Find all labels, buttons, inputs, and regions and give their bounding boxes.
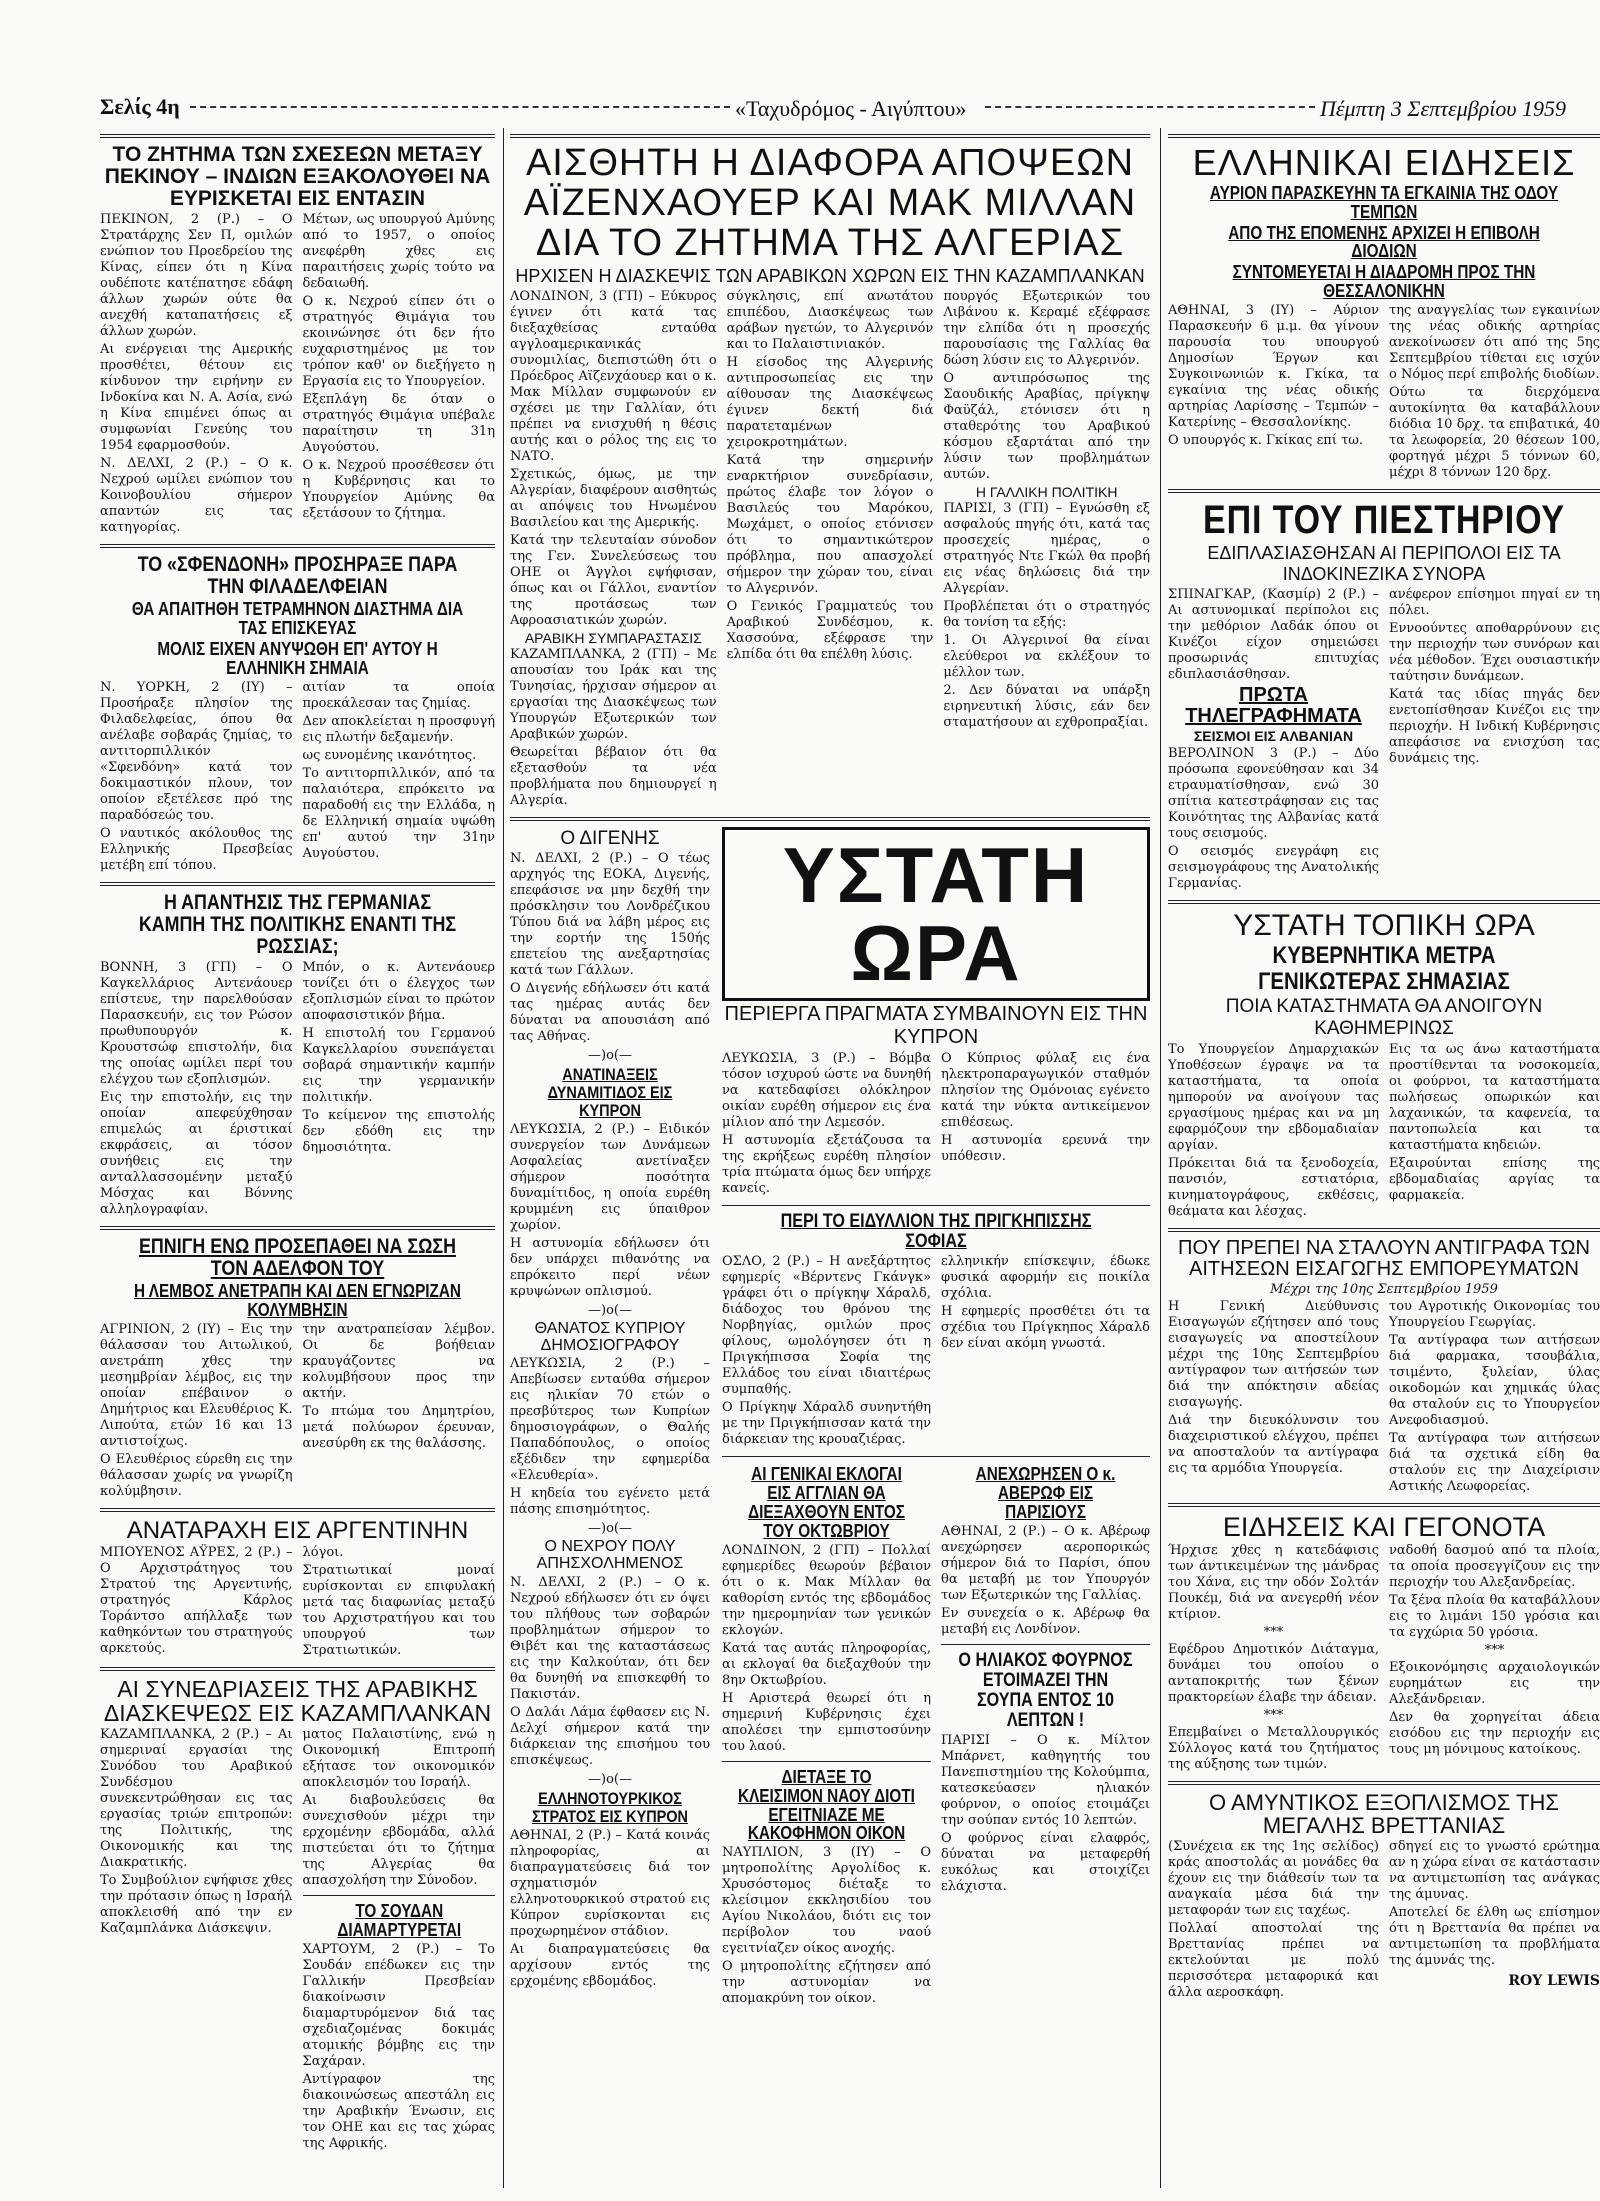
ornament: —)o(— <box>588 1521 632 1537</box>
issue-date: Πέμπτη 3 Σεπτεμβρίου 1959 <box>1320 96 1566 121</box>
divider <box>100 544 495 548</box>
paper-name: «Ταχυδρόμος - Αιγύπτου» <box>735 96 967 121</box>
paragraph: Ν. ΔΕΛΧΙ, 2 (Ρ.) – Ο κ. Νεχρού ωμίλει ενώπιον του Κοινοβουλίου σήμερον απαντών εις τας κατηγορίας. <box>100 456 293 536</box>
paragraph: ΜΠΟΥΕΝΟΣ ΑΫΡΕΣ, 2 (Ρ.) – Ο Αρχιστράτηγος του Στρατού της Αργεντινής, στρατηγός Κάρλος Τοράντσο απήλλαξε των καθηκόντων του στρατηγούς αρκετούς. <box>100 1545 293 1656</box>
article-germany <box>100 960 495 1220</box>
article-princess-sofia <box>722 1254 1150 1450</box>
paragraph: Διά την διευκόλυνσιν του διαχειριστικού ελέγχου, πρέπει να αποσταλούν τα αντίγραφα εις τα αρμόδια Υπουργεία. <box>1168 1412 1379 1476</box>
paragraph: Θεωρείται βέβαιον ότι θα εξετασθούν τα νέα προβλήματα που δημιουργεί η Αλγερία. <box>510 745 717 809</box>
paragraph: ΛΕΥΚΩΣΙΑ, 3 (Ρ.) – Βόμβα τόσον ισχυρού ώστε να δυνηθή να κατεδαφίσει ολόκληρον οικίαν ευρέθη σήμερον εις ένα μίλιον από την Λεμεσόν. <box>722 1051 931 1131</box>
paragraph: Αντίγραφον της διακοινώσεως απεστάλη εις την Αραβικήν Ένωσιν, εις τον ΟΗΕ και εις τας χώρας της Αφρικής. <box>302 2072 495 2152</box>
paragraph: Ο μητροπολίτης εζήτησεν από την αστυνομίαν να απομακρύνη τον οίκον. <box>722 1959 931 2007</box>
paragraph: Η Γενική Διεύθυνσις Εισαγωγών εζήτησεν από τους εισαγωγείς να αποστείλουν μέχρι της 10ης Σεπτεμβρίου αντίγραφον των αιτήσεών των διά την απόκτησιν αδείας εισαγωγής. <box>1168 1298 1379 1410</box>
paragraph: Ο Κύπριος φύλαξ εις ένα ηλεκτροπαραγωγικόν σταθμόν πλησίον της Ομόνοιας εγένετο κατά την νύκτα αντικείμενον επιθέσεως. <box>941 1051 1150 1131</box>
subhead-albania-quakes: ΣΕΙΣΜΟΙ ΕΙΣ ΑΛΒΑΝΙΑΝ <box>1193 728 1354 745</box>
divider <box>722 1205 1150 1206</box>
paragraph: Ν. ΔΕΛΧΙ, 2 (Ρ.) – Ο κ. Νεχρού εδήλωσεν ότι εν όψει του πλήθους των σοβαρών προβλημάτων σήμερον το Θιβέτ και της καταστάσεως εις την Καλκούταν, ότι δεν θα δυνηθή να επισκεφθή το Πακιστάν. <box>510 1575 710 1703</box>
headline-uk-elections: ΑΙ ΓΕΝΙΚΑΙ ΕΚΛΟΓΑΙ ΕΙΣ ΑΓΓΛΙΑΝ ΘΑ ΔΙΕΞΑΧΘΟΥΝ ΕΝΤΟΣ ΤΟΥ ΟΚΤΩΒΡΙΟΥ <box>748 1464 905 1541</box>
paragraph: Τα αντίγραφα των αιτήσεων διά φαρμακα, τσουβάλια, τσιμέντο, ξυλείαν, ύλας οικοδομών και χημικάς ύλας θα σταλούν εις το Υπουργείον Ανεφοδιασμού. <box>1389 1332 1600 1428</box>
paragraph: Μέτων, ως υπουργού Αμύνης από το 1957, ο οποίος ανεφέρθη χθες εις παραιτήσεις χωρίς τούτο να δεδαιωθή. <box>302 212 495 292</box>
divider <box>722 1761 931 1762</box>
divider <box>1168 134 1600 138</box>
paragraph: ΠΑΡΙΣΙ – Ο κ. Μίλτον Μπάρνετ, καθηγητής του Πανεπιστημίου της Κολούμπια, κατεσκεύασεν ηλιακόν φούρνον, ο οποίος ετοιμάζει την σούπαν εντός 10 λεπτών. <box>941 1732 1150 1828</box>
paragraph: Τα ξένα πλοία θα καταβάλλουν εις το λιμάνι 150 γρόσια και τα εγχώρια 50 γρόσια. <box>1389 1593 1600 1641</box>
paragraph: Εξοικονόμησις αρχαιολογικών ευρημάτων εις την Αλεξάνδρειαν. <box>1389 1660 1600 1708</box>
subhead-tempi-3: ΣΥΝΤΟΜΕΥΕΤΑΙ Η ΔΙΑΔΡΟΜΗ ΠΡΟΣ ΤΗΝ ΘΕΣΣΑΛΟΝΙΚΗΝ <box>1232 262 1536 302</box>
paragraph: ΧΑΡΤΟΥΜ, 2 (Ρ.) – Το Σουδάν επέδωκεν εις την Γαλλικήν Πρεσβείαν διακοίνωσιν διαμαρτυρόμενον διά τας σχεδιαζομένας δοκιμάς ατομικής βόμβης εις την Σαχάραν. <box>302 1942 495 2070</box>
paragraph: Ν. ΥΟΡΚΗ, 2 (ΙΥ) – Προσήραξε πλησίον της Φιλαδελφείας, όπου θα ανέλαβε σοβαράς ζημίας, το αντιτορπιλλικόν «Σφενδόνη» κατά τον δοκιμαστικόν πλουν, τον οποίον εξετέλεσε πρό της παραδόσεώς του. <box>100 679 293 823</box>
last-hour-box <box>722 827 1150 1001</box>
paragraph: Πολλαί αποστολαί της Βρεττανίας πρέπει να εκτελούνται με πολύ περισσότερα μεταφορικά και άλλα αεροσκάφη. <box>1168 1921 1379 2001</box>
article-china-india <box>100 212 495 538</box>
paragraph: Τα αντίγραφα των αιτήσεων διά τα σχετικά είδη θα σταλούν εις την Διαχείρισιν Αστικής Λεωφορείας. <box>1389 1430 1600 1494</box>
paragraph: ΠΕΚΙΝΟΝ, 2 (Ρ.) – Ο Στρατάρχης Σεν Π, ομιλών ενώπιον του Προεδρείου της Κίνας, είπεν ότι η Κίνα ουδέποτε κατέπατησε εδάφη άλλων χωρών ούτε θα ανεχθή καταπατήσεις εξ άλλων χωρών. <box>100 212 293 340</box>
article-shops <box>1168 1042 1600 1222</box>
paragraph: ΚΑΖΑΜΠΛΑΝΚΑ, 2 (Ρ.) – Αι σημεριναί εργασίαι της Συνόδου του Αραβικού Συνδέσμου συνεκεντρώθησαν εις τας εργασίας τριών επιτροπών: της Πολιτικής, της Οικονομικής και της Διακρατικής. <box>100 1727 293 1871</box>
headline-explosions: ΑΝΑΤΙΝΑΞΕΙΣ ΔΥΝΑΜΙΤΙΔΟΣ ΕΙΣ ΚΥΠΡΟΝ <box>547 1065 673 1120</box>
masthead-rule-left <box>190 106 730 108</box>
paragraph: ΑΘΗΝΑΙ, 2 (Ρ.) – Κατά κοινάς πληροφορίας, αι διαπραγματεύσεις διά τον σχηματισμόν ελληνοτουρκικού στρατού εις Κύπρον ευρίσκονται εις προχωρημένον στάδιον. <box>510 1827 710 1939</box>
paragraph: Επεμβαίνει ο Μεταλλουργικός Σύλλογος κατά του ζητήματος της αύξησης των τιμών. <box>1168 1725 1379 1773</box>
paragraph: Μπόν, ο κ. Αντενάουερ τονίζει ότι ο έλεγχος των εξοπλισμών είναι το πρώτον αποφασιστικόν βήμα. <box>302 959 495 1023</box>
headline-journalist-death: ΘΑΝΑΤΟΣ ΚΥΠΡΙΟΥ ΔΗΜΟΣΙΟΓΡΑΦΟΥ <box>534 1319 686 1354</box>
paragraph: Ούτω τα διερχόμενα αυτοκίνητα θα καταβάλλουν διόδια 10 δρχ. τα επιβατικά, 40 τα λεωφορεία, 20 θέσεων 100, φορτηγά μέχρι 5 τόννων 60, μέχρι 8 τόννων 120 δρχ. <box>1389 385 1600 481</box>
stars-separator: *** <box>1263 1625 1284 1641</box>
headline-china-india: ΤΟ ΖΗΤΗΜΑ ΤΩΝ ΣΧΕΣΕΩΝ ΜΕΤΑΞΥ ΠΕΚΙΝΟΥ – ΙΝΔΙΩΝ ΕΞΑΚΟΛΟΥΘΕΙ ΝΑ ΕΥΡΙΣΚΕΤΑΙ ΕΙΣ ΕΝΤΑΣΙΝ <box>104 143 491 211</box>
divider <box>510 817 1150 821</box>
lead-headline: ΑΙΣΘΗΤΗ Η ΔΙΑΦΟΡΑ ΑΠΟΨΕΩΝ ΑΪΖΕΝΧΑΟΥΕΡ ΚΑΙ ΜΑΚ ΜΙΛΛΑΝ ΔΙΑ ΤΟ ΖΗΤΗΜΑ ΤΗΣ ΑΛΓΕΡΙΑΣ <box>523 142 1137 264</box>
paragraph: ΑΘΗΝΑΙ, 2 (Ρ.) – Ο κ. Αβέρωφ ανεχώρησεν αεροπορικώς σήμερον διά το Παρίσι, όπου θα μεταβή με τον Υπουργόν των Εξωτερικών της Γαλλίας. <box>941 1523 1150 1603</box>
paragraph: ΚΑΖΑΜΠΛΑΝΚΑ, 2 (ΓΠ) – Με απουσίαν του Ιράκ και της Τυνησίας, ήρχισαν σήμερον αι εργασίαι της Διασκέψεως των Υπουργών Εξωτερικών των Αραβικών χωρών. <box>510 647 717 743</box>
headline-local-last-hour: ΥΣΤΑΤΗ ΤΟΠΙΚΗ ΩΡΑ <box>1233 908 1535 942</box>
headline-first-telegrams: ΠΡΩΤΑ ΤΗΛΕΓΡΑΦΗΜΑΤΑ <box>1185 684 1362 728</box>
headline-solar-oven: Ο ΗΛΙΑΚΟΣ ΦΟΥΡΝΟΣ ΕΤΟΙΜΑΖΕΙ ΤΗΝ ΣΟΥΠΑ ΕΝΤΟΣ 10 ΛΕΠΤΩΝ ! <box>958 1649 1133 1731</box>
headline-sfendoni: ΤΟ «ΣΦΕΝΔΟΝΗ» ΠΡΟΣΗΡΑΞΕ ΠΑΡΑ ΤΗΝ ΦΙΛΑΔΕΛΦΕΙΑΝ <box>137 553 458 599</box>
divider <box>100 1508 495 1512</box>
divider <box>1168 1228 1600 1232</box>
brief-column <box>510 827 710 2009</box>
headline-greek-news: ΕΛΛΗΝΙΚΑΙ ΕΙΔΗΣΕΙΣ <box>1192 142 1576 183</box>
paragraph: Εννοούντες αποθαρρύνουν εις την περιοχήν των συνόρων και νέα μέθοδον. Έχει ουσιαστικήν ταύτησιν δυνάμεων. <box>1389 621 1600 685</box>
divider <box>510 134 1150 138</box>
paragraph: ΑΘΗΝΑΙ, 3 (ΙΥ) – Αύριον Παρασκευήν 6 μ.μ. θα γίνουν παρουσία του υπουργού Δημοσίων Έργων και Συγκοινωνιών κ. Γκίκα, τα εγκαίνια της νέας οδικής αρτηρίας Λαρίσσης – Τεμπών – Κατερίνης – Θεσσαλονίκης. <box>1168 303 1379 431</box>
headline-arab-conference: ΑΙ ΣΥΝΕΔΡΙΑΣΕΙΣ ΤΗΣ ΑΡΑΒΙΚΗΣ ΔΙΑΣΚΕΨΕΩΣ ΕΙΣ ΚΑΖΑΜΠΛΑΝΚΑΝ <box>103 1676 492 1727</box>
paragraph: ΛΟΝΔΙΝΟΝ, 2 (ΓΠ) – Πολλαί εφημερίδες θεωρούν βέβαιον ότι ο κ. Μακ Μίλλαν θα καθορίση εντός της εβδομάδος την ημερομηνίαν των γενικών εκλογών. <box>722 1542 931 1638</box>
headline-drowning: ΕΠΝΙΓΗ ΕΝΩ ΠΡΟΣΕΠΑΘΕΙ ΝΑ ΣΩΣΗ ΤΟΝ ΑΔΕΛΦΟΝ ΤΟΥ <box>139 1234 456 1280</box>
byline: ROY LEWIS <box>1508 1973 1600 1990</box>
masthead <box>0 88 1600 128</box>
paragraph: Το Υπουργείον Δημαρχιακών Υποθέσεων έγραψε να τα καταστήματα, τα οποία ημπορούν να ανοίγουν τας εργασίμους ημέρας και να μη εφαρμόζουν την εβδομαδιαίαν αργίαν. <box>1168 1041 1379 1153</box>
headline-on-press: ΕΠΙ ΤΟΥ ΠΙΕΣΤΗΡΙΟΥ <box>1203 498 1565 543</box>
paragraph: Το κείμενον της επιστολής δεν εδόθη εις την δημοσιότητα. <box>302 1107 495 1155</box>
headline-govt-measures: ΚΥΒΕΡΝΗΤΙΚΑ ΜΕΤΡΑ ΓΕΝΙΚΩΤΕΡΑΣ ΣΗΜΑΣΙΑΣ <box>1258 942 1510 995</box>
paragraph: Ν. ΔΕΛΧΙ, 2 (Ρ.) – Ο τέως αρχηγός της ΕΟΚΑ, Διγενής, επεφάσισε να μην δεχθή την πρόσκλησιν του Λονδρέζικου Τύπου διά να λάβη μέρος εις την εορτήν της 150ής επετείου της ανεξαρτησίας κατά των Γάλλων. <box>510 851 710 979</box>
paragraph: Η Αριστερά θεωρεί ότι η σημερινή Κυβέρνησις έχει απολέσει την εμπιστοσύνην του λαού. <box>722 1690 931 1754</box>
lower-center <box>510 827 1150 2009</box>
divider <box>1168 489 1600 493</box>
paragraph: σύγκλησις, επί ανωτάτου επιπέδου, Διασκέψεως των αράβων ηγετών, το Αλγερινόν και το Παλαιστινιακόν. <box>726 288 934 352</box>
paragraph: Το αντιτορπιλλικόν, από τα παλαιότερα, επρόκειτο να παραδοθή εις την Ελλάδα, η δε Ελληνική σημαία υψώθη επ' αυτού την 31ην Αυγούστου. <box>302 765 495 861</box>
ornament: —)o(— <box>588 1302 632 1318</box>
paragraph: αιτίαν τα οποία προεκάλεσαν τας ζημίας. <box>302 679 495 711</box>
masthead-rule-right <box>985 106 1315 108</box>
paragraph: Ο Γενικός Γραμματεύς του Αραβικού Συνδέσμου, κ. Χασσούνα, εξέφρασε την ελπίδα ότι θα επέλθη λύσις. <box>726 598 934 662</box>
headline-digenis: Ο ΔΙΓΕΝΗΣ <box>560 828 660 850</box>
headline-princess-sofia: ΠΕΡΙ ΤΟ ΕΙΔΥΛΛΙΟΝ ΤΗΣ ΠΡΙΓΚΗΠΙΣΣΗΣ ΣΟΦΙΑΣ <box>780 1211 1092 1253</box>
paragraph: Ο ναυτικός ακόλουθος της Ελληνικής Πρεσβείας μετέβη επί τόπου. <box>100 825 293 873</box>
paragraph: Η αστυνομία εξετάζουσα τα της εκρήξεως ευρέθη πλησίον τρία πτώματα όμως δεν υπήρχε κανείς. <box>722 1133 931 1197</box>
paragraph: Προβλέπεται ότι ο στρατηγός θα τονίση τα εξής: <box>943 599 1150 631</box>
paragraph: Εις τα ως άνω καταστήματα προστίθενται τα νοσοκομεία, οι φούρνοι, τα καταστήματα πωλήσεως οπωρικών και λαχανικών, τα καφενεία, τα παντοπωλεία και τα καταστήματα κηδειών. <box>1389 1041 1600 1153</box>
paragraph: Αποτελεί δε έλθη ως επίσημον ότι η Βρεττανία θα πρέπει να αντιμετωπίση τα προβλήματα της άμυνάς της. <box>1389 1905 1600 1969</box>
article-news-events <box>1168 1543 1600 1775</box>
page-number: Σελίς 4η <box>100 94 180 119</box>
divider <box>1168 1503 1600 1507</box>
paragraph: Ο Πρίγκηψ Χάραλδ συνηντήθη με την Πριγκήπισσαν κατά την διάρκειαν της κρουαζιέρας. <box>722 1400 931 1448</box>
paragraph: Ο κ. Νεχρού είπεν ότι ο στρατηγός Θιμάγια του εκοινώνησε ότι δεν ήτο ευχαριστημένος με τον τρόπον καθ' ον διεξήγετο η Εργασία εις το Υπουργείον. <box>302 294 495 390</box>
subhead-shops-open: ΠΟΙΑ ΚΑΤΑΣΤΗΜΑΤΑ ΘΑ ΑΝΟΙΓΟΥΝ ΚΑΘΗΜΕΡΙΝΩΣ <box>1225 995 1543 1039</box>
stars-separator: *** <box>1263 1708 1284 1724</box>
paragraph: ΣΠΙΝΑΓΚΑΡ, (Κασμίρ) 2 (Ρ.) – Αι αστυνομικαί περίπολοι εις την μεθόριον Λαδάκ όπου οι Κινέζοι είχον σημειώσει προσωρινάς επιτυχίας εδιπλασιάσθησαν. <box>1168 587 1379 683</box>
paragraph: ΑΓΡΙΝΙΟΝ, 2 (ΙΥ) – Εις την θάλασσαν του Αιτωλικού, ανετράπη χθες την μεσημβρίαν λέμβος, εις την οποίαν επέβαινον ο Δημήτριος και Ελευθέριος Κ. Λιπούτα, ετών 16 και 13 αντιστοίχως. <box>100 1321 293 1449</box>
article-arab-conference <box>100 1727 495 2154</box>
column-center <box>510 128 1150 2188</box>
article-import-copies <box>1168 1299 1600 1497</box>
paragraph: Ο κ. Νεχρού προσέθεσεν ότι η Κυβέρνησις και το Υπουργείον Αμύνης θα εξετάσουν το ζήτημα. <box>302 458 495 522</box>
lead-article <box>510 289 1150 812</box>
paragraph: (Συνέχεια εκ της 1ης σελίδος) κράς αποστολάς αι μονάδες θα έχουν εις την διάθεσίν των τα αναγκαία μέσα διά την μεταφοράν των εις ταχέως. <box>1168 1839 1379 1919</box>
headline-argentina: ΑΝΑΤΑΡΑΧΗ ΕΙΣ ΑΡΓΕΝΤΙΝΗΝ <box>126 1516 469 1544</box>
subhead-gallic-policy: Η ΓΑΛΛΙΚΗ ΠΟΛΙΤΙΚΗ <box>975 483 1118 500</box>
subhead-cyprus-strange: ΠΕΡΙΕΡΓΑ ΠΡΑΓΜΑΤΑ ΣΥΜΒΑΙΝΟΥΝ ΕΙΣ ΤΗΝ ΚΥΠΡΟΝ <box>724 1003 1148 1049</box>
paragraph: Εν συνεχεία ο κ. Αβέρωφ θα μεταβή εις Λονδίνον. <box>941 1605 1150 1637</box>
paragraph: Ο Διγενής εδήλωσεν ότι κατά τας ημέρας αυτάς δεν δύναται να απουσιάση από τας Αθήνας. <box>510 981 710 1045</box>
subhead-sfendoni-1: ΘΑ ΑΠΑΙΤΗΘΗ ΤΕΤΡΑΜΗΝΟΝ ΔΙΑΣΤΗΜΑ ΔΙΑ ΤΑΣ ΕΠΙΣΚΕΥΑΣ <box>131 599 464 639</box>
lower-briefs <box>722 1463 1150 2009</box>
divider <box>303 1895 496 1896</box>
headline-import-copies: ΠΟΥ ΠΡΕΠΕΙ ΝΑ ΣΤΑΛΟΥΝ ΑΝΤΙΓΡΑΦΑ ΤΩΝ ΑΙΤΗΣΕΩΝ ΕΙΣΑΓΩΓΗΣ ΕΜΠΟΡΕΥΜΑΤΩΝ <box>1178 1236 1590 1280</box>
article-sfendoni <box>100 680 495 876</box>
paragraph: Ο φούρνος είναι ελαφρός, δύναται να μεταφερθή ευκόλως και στοιχίζει ελάχιστα. <box>941 1830 1150 1894</box>
headline-church-closing: ΔΙΕΤΑΞΕ ΤΟ ΚΛΕΙΣΙΜΟΝ ΝΑΟΥ ΔΙΟΤΙ ΕΓΕΙΤΝΙΑΖΕ ΜΕ ΚΑΚΟΦΗΜΟΝ ΟΙΚΟΝ <box>738 1766 915 1844</box>
paragraph: Ο Δαλάι Λάμα έφθασεν εις Ν. Δελχί σήμερον κατά την διάρκειαν της επισήμου του επισκέψεως. <box>510 1705 710 1769</box>
headline-sudan: ΤΟ ΣΟΥΔΑΝ ΔΙΑΜΑΡΤΥΡΕΤΑΙ <box>336 1901 461 1941</box>
paragraph: Δεν αποκλείεται η προσφυγή εις πλωτήν δεξαμενήν. <box>302 713 495 745</box>
article-argentina <box>100 1545 495 1661</box>
paragraph: ΒΕΡΟΛΙΝΟΝ 3 (Ρ.) – Δύο πρόσωπα εφονεύθησαν και 34 ετραυματίσθησαν, ενώ 30 σπίτια κατεστράφησαν εις τας Κοινότητας της Αλβανίας κατά τους σεισμούς. <box>1168 745 1379 841</box>
column-left <box>100 128 495 2188</box>
paragraph: 2. Δεν δύναται να υπάρξη ειρηνευτική λύσις, εάν δεν σταματήσουν αι εχθροπραξίαι. <box>943 683 1150 731</box>
paragraph: σδηγεί εις το γνωστό ερώτημα αν η χώρα είναι σε κατάστασιν να αντιμετωπίση τας ανάγκας της άμυνας. <box>1389 1839 1600 1903</box>
paragraph: Η επιστολή του Γερμανού Καγκελλαρίου συνεπάγεται σοβαρά σημαντικήν καμπήν εις την γερμανικήν πολιτικήν. <box>302 1025 495 1105</box>
paragraph: Ο Ελευθέριος εύρεθη εις την θάλασσαν χωρίς να γνωρίζη κολύμβησιν. <box>100 1451 293 1499</box>
paragraph: Το Συμβούλιον εψήφισε χθες την πρότασιν όπως η Ισραήλ αποκλεισθή από την εν Καζαμπλάνκα Διάσκεψιν. <box>100 1873 293 1937</box>
article-tempi <box>1168 303 1600 483</box>
subhead-sfendoni-2: ΜΟΛΙΣ ΕΙΧΕΝ ΑΝΥΨΩΘΗ ΕΠ' ΑΥΤΟΥ Η ΕΛΛΗΝΙΚΗ ΣΗΜΑΙΑ <box>157 639 438 678</box>
paragraph: Η αστυνομία εδήλωσεν ότι δεν υπάρχει πιθανότης να επρόκειτο περί νέων κρυψώνων οπλισμού. <box>510 1235 710 1299</box>
headline-averof: ΑΝΕΧΩΡΗΣΕΝ Ο κ. ΑΒΕΡΩΦ ΕΙΣ ΠΑΡΙΣΙΟΥΣ <box>975 1464 1116 1523</box>
paragraph: Κατά την τελευταίαν σύνοδον της Γεν. Συνελεύσεως του ΟΗΕ οι Άγγλοι εψήφισαν, όπως και οι Γάλλοι, εναντίον της προτάσεως των Αφροασιατικών χωρών. <box>510 532 717 628</box>
article-patrols <box>1168 587 1600 894</box>
divider <box>1168 900 1600 904</box>
paragraph: Εφέδρου Δημοτικόν Διάταγμα, δυνάμει του οποίου ο ανταποκριτής των ξένων πρακτορείων έλαβε την άδειαν. <box>1168 1642 1379 1706</box>
paragraph: Η είσοδος της Αλγερινής αντιπροσωπείας εις την αίθουσαν της Διασκέψεως έγινεν δεκτή διά παρατεταμένων χειροκροτημάτων. <box>726 354 934 450</box>
divider <box>1168 1781 1600 1785</box>
divider <box>100 1667 495 1671</box>
headline-nehru-busy: Ο ΝΕΧΡΟΥ ΠΟΛΥ ΑΠΗΣΧΟΛΗΜΕΝΟΣ <box>536 1538 684 1573</box>
paragraph: ΟΣΛΟ, 2 (Ρ.) – Η ανεξάρτητος εφημερίς «Βέρντενς Γκάνγκ» γράφει ότι ο πρίγκηψ Χάραλδ, διάδοχος του θρόνου της Νορβηγίας, ομιλών προς φίλους, ωμολόγησεν ότι η Πριγκήπισσα Σοφία της Ελλάδος του είναι ιδιαιτέρως συμπαθής. <box>722 1254 931 1398</box>
paragraph: της αναγγελίας των εγκαινίων της νέας οδικής αρτηρίας ανεκοίνωσεν ότι από της 5ης Σεπτεμβρίου τίθεται εις ισχύν ο Νόμος περί επιβολής διοδίων. <box>1389 303 1600 383</box>
paragraph: ματος Παλαιστίνης, ενώ η Οικονομική Επιτροπή εξήτασε τον οικονομικόν αποκλεισμόν του Ισραήλ. <box>302 1727 495 1791</box>
lead-subheadline: ΗΡΧΙΣΕΝ Η ΔΙΑΣΚΕΨΙΣ ΤΩΝ ΑΡΑΒΙΚΩΝ ΧΩΡΩΝ ΕΙΣ ΤΗΝ ΚΑΖΑΜΠΛΑΝΚΑΝ <box>515 265 1145 286</box>
subhead-tempi-1: ΑΥΡΙΟΝ ΠΑΡΑΣΚΕΥΗΝ ΤΑ ΕΓΚΑΙΝΙΑ ΤΗΣ ΟΔΟΥ ΤΕΜΠΩΝ <box>1209 182 1559 222</box>
article-cyprus-strange <box>722 1051 1150 1199</box>
paragraph: Ο σεισμός ενεγράφη εις σεισμογράφους της Ανατολικής Γερμανίας. <box>1168 843 1379 891</box>
paragraph: Το πτώμα του Δημητρίου, μετά πολύωρον έρευναν, ανεσύρθη εκ της θαλάσσης. <box>302 1403 495 1451</box>
paragraph: πουργός Εξωτερικών του Λιβάνου κ. Κεραμέ εξέφρασε την ελπίδα ότι η προσεχής παρουσίασις της Γαλλίας θα δώση λύσιν εις το Αλγερινόν. <box>943 288 1150 368</box>
column-rule-2 <box>1160 128 1161 2188</box>
paragraph: ως ευνομένης ικανότητος. <box>302 747 477 763</box>
headline-news-events: ΕΙΔΗΣΕΙΣ ΚΑΙ ΓΕΓΟΝΟΤΑ <box>1222 1511 1546 1542</box>
paragraph: Κατά τας αυτάς πληροφορίας, αι εκλογαί θα διεξαχθούν την 8ην Οκτωβρίου. <box>722 1640 931 1688</box>
paragraph: Στρατιωτικαί μοναί ευρίσκονται εν επιφυλακή μετά τας διαφωνίας μεταξύ του Αρχιστρατήγου και του υπουργού των Στρατιωτικών. <box>302 1563 495 1658</box>
stars-separator: *** <box>1484 1643 1505 1659</box>
divider <box>722 1456 1150 1457</box>
headline-british-defense: Ο ΑΜΥΝΤΙΚΟΣ ΕΞΟΠΛΙΣΜΟΣ ΤΗΣ ΜΕΓΑΛΗΣ ΒΡΕΤΤΑΝΙΑΣ <box>1208 1790 1559 1839</box>
paragraph: ελληνικήν επίσκεψιν, έδωκε φυσικά αφορμήν εις ποικίλα σχόλια. <box>941 1254 1150 1302</box>
paragraph: Η αστυνομία ερευνά την υπόθεσιν. <box>941 1133 1150 1165</box>
paragraph: Κατά την σημερινήν εναρκτήριον συνεδρίασιν, πρώτος έλαβε τον λόγον ο Βασιλεύς του Μαρόκου, Μωχάμετ, ο οποίος ετόνισεν ότι το σημαντικώτερον πρόβλημα, που απασχολεί σήμερον την χώραν του, είναι το Αλγερινόν. <box>726 452 934 596</box>
article-drowning <box>100 1322 495 1502</box>
article-british-defense <box>1168 1839 1600 2003</box>
subhead-tempi-2: ΑΠΟ ΤΗΣ ΕΠΟΜΕΝΗΣ ΑΡΧΙΖΕΙ Η ΕΠΙΒΟΛΗ ΔΙΟΔΙΩΝ <box>1228 222 1540 262</box>
headline-greek-turkish-army: ΕΛΛΗΝΟΤΟΥΡΚΙΚΟΣ ΣΤΡΑΤΟΣ ΕΙΣ ΚΥΠΡΟΝ <box>532 1789 688 1826</box>
ornament: —)o(— <box>588 1772 632 1788</box>
paragraph: ΛΕΥΚΩΣΙΑ, 2 (Ρ.) – Απεβίωσεν ενταύθα σήμερον εις ηλικίαν 70 ετών ο πρεσβύτερος των Κυπρίων δημοσιογράφων, ο Θαλής Παπαδόπουλος, ο οποίος εξέδιδεν την εφημερίδα «Ελευθερία». <box>510 1356 710 1484</box>
headline-last-hour: ΥΣΤΑΤΗ ΩΡΑ <box>782 831 1090 998</box>
paragraph: ΛΕΥΚΩΣΙΑ, 2 (Ρ.) – Ειδικόν συνεργείον των Δυνάμεων Ασφαλείας ανετίναξεν σήμερον ποσότητα δυναμίτιδος, η οποία ευρέθη κρυμμένη εις ύπαιθρον χωρίον. <box>510 1121 710 1233</box>
paragraph: Κατά τας ιδίας πηγάς δεν ενετοπίσθησαν Κινέζοι εις την περιοχήν. Η Ινδική Κυβέρνησις απεφάσισε να ενισχύση τας δυνάμεις της. <box>1389 687 1600 767</box>
paragraph: Σχετικώς, όμως, με την Αλγερίαν, διαφέρουν αισθητώς αι απόψεις του Ηνωμένου Βασιλείου και της Αμερικής. <box>510 466 717 530</box>
column-rule-1 <box>503 128 504 2188</box>
paragraph: Ήρχισε χθες η κατεδάφισις των άντικειμένων της μάνδρας του Χάνα, εις την οδόν Σολτάν Πουκέμ, διά να ανεγερθή νέον κτίριον. <box>1168 1543 1379 1623</box>
subhead-arab-support: ΑΡΑΒΙΚΗ ΣΥΜΠΑΡΑΣΤΑΣΙΣ <box>524 629 702 646</box>
paragraph: ναδοθή δασμού από τα πλοία, τα οποία προσεγγίζουν εις την περιοχήν του Αλεξανδρείας. <box>1389 1543 1600 1591</box>
paragraph: ΒΟΝΝΗ, 3 (ΓΠ) – Ο Καγκελλάριος Αντενάουερ επίστευε, την παρελθούσαν Παρασκευήν, εις τον Ρώσον πρωθυπουργόν κ. Κρουστσώφ επιστολήν, δια της οποίας ωμίλει περί του ελέγχου των εξοπλισμών. <box>100 959 293 1087</box>
paragraph: Πρόκειται διά τα ξενοδοχεία, πανσιόν, εστιατόρια, κινηματογράφους, εκθέσεις, θεάματα και λέσχας. <box>1168 1155 1379 1219</box>
paragraph: Αι διαπραγματεύσεις θα αρχίσουν εντός της ερχομένης εβδομάδος. <box>510 1941 710 1989</box>
divider <box>100 1226 495 1230</box>
paragraph: ΠΑΡΙΣΙ, 3 (ΓΠ) – Εγνώσθη εξ ασφαλούς πηγής ότι, κατά τας προσεχείς ημέρας, ο στρατηγός Ντε Γκώλ θα προβή εις νέας δηλώσεις διά την Αλγερίαν. <box>943 501 1150 597</box>
paragraph: Δεν θα χορηγείται άδεια εισόδου εις την περιοχήν εις τους μη μόνιμους κατοίκους. <box>1389 1710 1600 1758</box>
paragraph: Εξαιρούνται επίσης της εβδομαδιαίας αργίας τα φαρμακεία. <box>1389 1155 1600 1203</box>
divider <box>100 882 495 886</box>
paragraph: Αι διαβουλεύσεις θα συνεχισθούν μέχρι την ερχομένην εβδομάδα, αλλά πιστεύεται ότι το ζήτημα της Αλγερίας θα απασχολήση την Σύνοδον. <box>302 1793 495 1889</box>
subhead-drowning: Η ΛΕΜΒΟΣ ΑΝΕΤΡΑΠΗ ΚΑΙ ΔΕΝ ΕΓΝΩΡΙΖΑΝ ΚΟΛΥΜΒΗΣΙΝ <box>134 1281 461 1320</box>
ornament: —)o(— <box>588 1048 632 1064</box>
paragraph: Ο αντιπρόσωπος της Σαουδικής Αραβίας, πρίγκηψ Φαϋζάλ, ετόνισεν ότι η σταθερότης του Αραβικού κόσμου εξαρτάται από την λύσιν των προβλημάτων αυτών. <box>943 370 1150 482</box>
paragraph: 1. Οι Αλγερινοί θα είναι ελεύθεροι να εκλέξουν το μέλλον των. <box>943 633 1150 681</box>
divider <box>100 134 495 138</box>
paragraph: Ο υπουργός κ. Γκίκας επί τω. <box>1168 433 1363 449</box>
paragraph: Η εφημερίς προσθέτει ότι τα σχέδια του Πρίγκηπος Χάραλδ δεν είναι ακόμη γνωστά. <box>941 1304 1150 1352</box>
last-hour-section <box>722 827 1150 2009</box>
paragraph: Η κηδεία του εγένετο μετά πάσης επισημότητος. <box>510 1486 710 1518</box>
paragraph: Εξεπλάγη δε όταν ο στρατηγός Θιμάγια υπέβαλε παραίτησιν τη 31η Αυγούστου. <box>302 392 495 456</box>
paragraph: Αι ενέργειαι της Αμερικής προσθέτει, θέτουν εις κίνδυνον την ειρήνην εν Ινδοκίνα και Ν. Α. Ασία, ενώ η Κίνα επιμένει όπως αι συμφωνίαι Γενεύης του 1954 εφαρμοσθούν. <box>100 342 293 454</box>
subhead-patrols: ΕΔΙΠΛΑΣΙΑΣΘΗΣΑΝ ΑΙ ΠΕΡΙΠΟΛΟΙ ΕΙΣ ΤΑ ΙΝΔΟΚΙΝΕΖΙΚΑ ΣΥΝΟΡΑ <box>1207 543 1561 585</box>
paragraph: την ανατραπείσαν λέμβον. Οι δε βοήθειαν κραυγάζοντες να κολυμβήσουν προς την ακτήν. <box>302 1321 495 1401</box>
paragraph: ΛΟΝΔΙΝΟΝ, 3 (ΓΠ) – Εύκυρος έγινεν ότι κατά τας διεξαχθείσας ενταύθα αγγλοαμερικανικάς συνομιλίας, διεπιστώθη ότι ο Πρόεδρος Αϊζενχάουερ και ο κ. Μακ Μίλλαν συμφωνούν εν σχέσει με την Γαλλίαν, ότι πρέπει να ενισχυθή η θέσις αυτής και ο ρόλος της εις το ΝΑΤΟ. <box>510 288 717 464</box>
headline-germany: Η ΑΠΑΝΤΗΣΙΣ ΤΗΣ ΓΕΡΜΑΝΙΑΣ ΚΑΜΠΗ ΤΗΣ ΠΟΛΙΤΙΚΗΣ ΕΝΑΝΤΙ ΤΗΣ ΡΩΣΣΙΑΣ; <box>138 890 457 958</box>
subhead-deadline: Μέχρι της 10ης Σεπτεμβρίου 1959 <box>1270 1281 1498 1297</box>
paragraph: ανέφερον επίσημοι πηγαί εν τη πόλει. <box>1389 587 1600 619</box>
paragraph: Εις την επιστολήν, εις την οποίαν απεφεύχθησαν επιμελώς αι έριστικαί εκφράσεις, αι τόσον συνήθεις εις την ανταλλασσομένην μεταξύ Μόσχας και Βόννης αλληλογραφίαν. <box>100 1089 293 1217</box>
divider <box>941 1644 1150 1645</box>
paragraph: του Αγροτικής Οικονομίας του Υπουργείου Γεωργίας. <box>1389 1298 1600 1330</box>
column-right <box>1168 128 1600 2188</box>
paragraph: ΝΑΥΠΛΙΟΝ, 3 (ΙΥ) – Ο μητροπολίτης Αργολίδος κ. Χρυσόστομος διέταξε το κλείσιμον εκκλησιδίου του Αγίου Νικολάου, διότι εις τον περίβολον του ναού εγειτνίαζεν οίκος ανοχής. <box>722 1845 931 1957</box>
paragraph: λόγοι. <box>302 1545 344 1560</box>
